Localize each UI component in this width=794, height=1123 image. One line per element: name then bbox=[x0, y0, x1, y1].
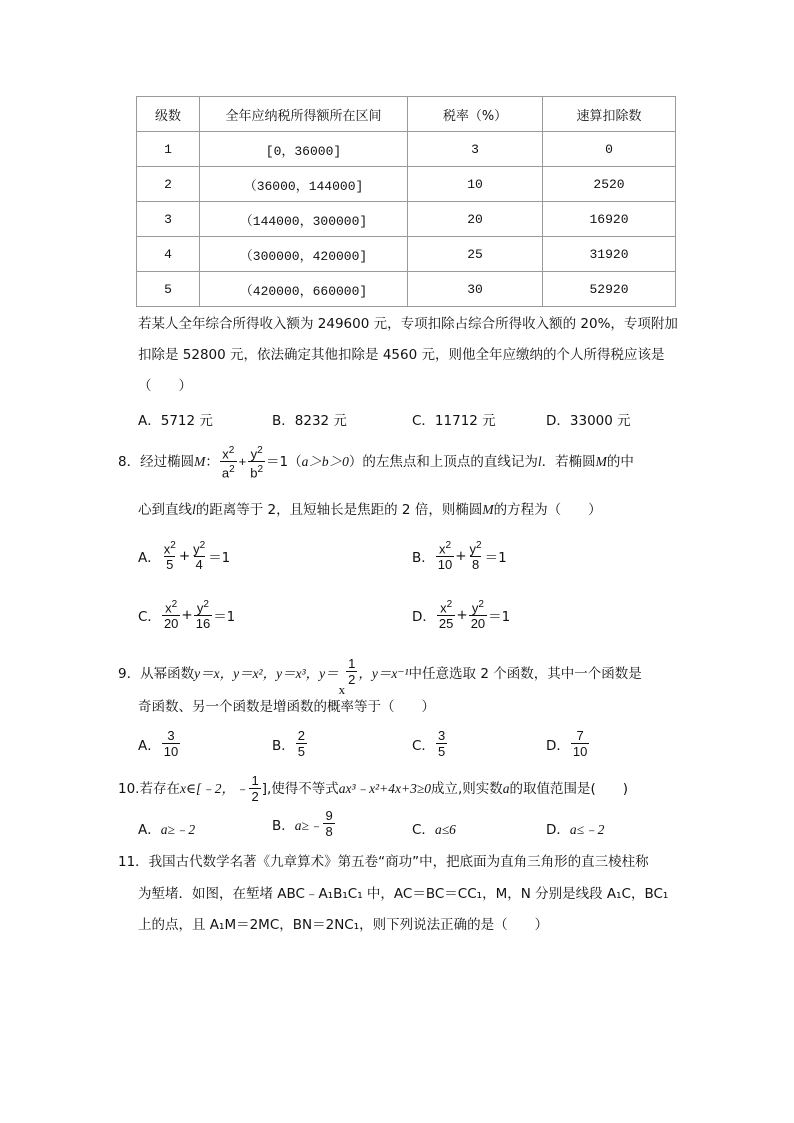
cell-level: 3 bbox=[137, 202, 200, 237]
cell-range: （300000，420000] bbox=[200, 237, 408, 272]
tax-rate-table bbox=[136, 96, 676, 307]
cell-rate: 30 bbox=[408, 272, 543, 307]
cell-rate: 25 bbox=[408, 237, 543, 272]
q8-var-M2: M bbox=[595, 454, 607, 470]
cell-deduction: 31920 bbox=[543, 237, 676, 272]
q9-option-b: B． $\frac{2}{5}$ bbox=[272, 728, 305, 759]
fraction: $\frac{x^2}{a^2}$ bbox=[221, 445, 235, 481]
q8-option-d: D． $\frac{x^2}{25}$ + $\frac{y^2}{20}$ ＝1 bbox=[412, 599, 511, 632]
q7-option-d: D．33000 元 bbox=[546, 413, 631, 429]
cell-level: 5 bbox=[137, 272, 200, 307]
cell-level: 1 bbox=[137, 132, 200, 167]
cell-range: （36000，144000] bbox=[200, 167, 408, 202]
q8-tail: ）的左焦点和上顶点的直线记为 bbox=[348, 454, 538, 471]
q8-colon: ： bbox=[205, 454, 219, 471]
cell-deduction: 16920 bbox=[543, 202, 676, 237]
q9-stem-line2: 奇函数、另一个函数是增函数的概率等于（ ） bbox=[138, 699, 435, 715]
q7-option-b: B．8232 元 bbox=[272, 413, 347, 429]
table-row bbox=[137, 202, 676, 237]
q7-text-line3: （ ） bbox=[138, 378, 192, 394]
table-row bbox=[137, 167, 676, 202]
q11-stem-line3: 上的点，且 A₁M＝2MC，BN＝2NC₁，则下列说法正确的是（ ） bbox=[138, 917, 549, 933]
q8-number: 8．经过椭圆 bbox=[118, 454, 195, 471]
cell-deduction: 52920 bbox=[543, 272, 676, 307]
cell-deduction: 0 bbox=[543, 132, 676, 167]
q7-text-line1: 若某人全年综合所得收入额为 249600 元，专项扣除占综合所得收入额的 20%，专项附加 bbox=[138, 316, 678, 332]
q7-text-line2: 扣除是 52800 元，依法确定其他扣除是 4560 元，则他全年应缴纳的个人所得税应该是 bbox=[138, 347, 665, 363]
q8-equals: ＝1（ bbox=[266, 454, 302, 471]
q9-option-a: A． $\frac{3}{10}$ bbox=[138, 728, 179, 759]
q10-stem: 10.若存在 x∈[﹣2，﹣ $\frac{1}{2}$ ],使得不等式 ax³﹣x²+4x+3≥0 成立,则实数 a 的取值范围是( ) bbox=[118, 773, 629, 804]
table-header-row bbox=[137, 97, 676, 132]
q7-option-c: C．11712 元 bbox=[412, 413, 496, 429]
cell-range: （420000，660000] bbox=[200, 272, 408, 307]
header-quick-deduction: 速算扣除数 bbox=[543, 97, 676, 132]
q11-stem-line1: 11．我国古代数学名著《九章算术》第五卷“商功”中，把底面为直角三角形的直三棱柱称 bbox=[118, 854, 649, 870]
cell-range: [0，36000] bbox=[200, 132, 408, 167]
q8-stem-line2: 心到直线l的距离等于 2，且短轴长是焦距的 2 倍，则椭圆M的方程为（ ） bbox=[138, 502, 602, 518]
cell-level: 2 bbox=[137, 167, 200, 202]
q7-option-a: A．5712 元 bbox=[138, 413, 213, 429]
q8-var-l: l bbox=[537, 454, 542, 470]
q9-stem-line1: 9．从幂函数 y＝x， y＝x²， y＝x³， y＝ x $\frac{1}{2}$ ，y＝x⁻¹ 中任意选取 2 个函数，其中一个函数是 bbox=[118, 656, 642, 697]
q9-option-c: C． $\frac{3}{5}$ bbox=[412, 728, 446, 759]
q8-tail2: ．若椭圆 bbox=[541, 454, 596, 471]
q8-option-a: A． $\frac{x^2}{5}$ + $\frac{y^2}{4}$ ＝1 bbox=[138, 540, 231, 573]
cell-rate: 20 bbox=[408, 202, 543, 237]
cell-deduction: 2520 bbox=[543, 167, 676, 202]
q10-option-a: A．a≥﹣2 bbox=[138, 822, 196, 838]
q8-tail3: 的中 bbox=[606, 454, 634, 471]
q8-option-b: B． $\frac{x^2}{10}$ + $\frac{y^2}{8}$ ＝1 bbox=[412, 540, 507, 573]
cell-rate: 3 bbox=[408, 132, 543, 167]
q10-option-d: D．a≤﹣2 bbox=[546, 822, 605, 838]
table-row bbox=[137, 132, 676, 167]
header-level: 级数 bbox=[137, 97, 200, 132]
q10-option-b: B． a≥﹣ $\frac{9}{8}$ bbox=[272, 808, 333, 839]
q8-condition: a＞b＞0 bbox=[301, 454, 349, 470]
q8-option-c: C． $\frac{x^2}{20}$ + $\frac{y^2}{16}$ ＝1 bbox=[138, 599, 236, 632]
q10-option-c: C．a≤6 bbox=[412, 822, 456, 838]
cell-rate: 10 bbox=[408, 167, 543, 202]
q8-ellipse-equation: $\frac{x^2}{a^2}$ + $\frac{y^2}{b^2}$ bbox=[221, 445, 264, 481]
q8-stem-line1 bbox=[118, 443, 634, 482]
q8-var-M: M bbox=[194, 454, 206, 470]
fraction: $\frac{y^2}{b^2}$ bbox=[250, 445, 264, 481]
q9-sqrt-power: x $\frac{1}{2}$ bbox=[338, 656, 356, 697]
table-row bbox=[137, 237, 676, 272]
table-row bbox=[137, 272, 676, 307]
cell-range: （144000，300000] bbox=[200, 202, 408, 237]
q9-option-d: D． $\frac{7}{10}$ bbox=[546, 728, 588, 759]
header-tax-rate: 税率（%） bbox=[408, 97, 543, 132]
q11-stem-line2: 为堑堵．如图，在堑堵 ABC﹣A₁B₁C₁ 中，AC＝BC＝CC₁，M，N 分别是线段 A₁C，BC₁ bbox=[138, 886, 669, 902]
cell-level: 4 bbox=[137, 237, 200, 272]
header-income-range: 全年应纳税所得额所在区间 bbox=[200, 97, 408, 132]
